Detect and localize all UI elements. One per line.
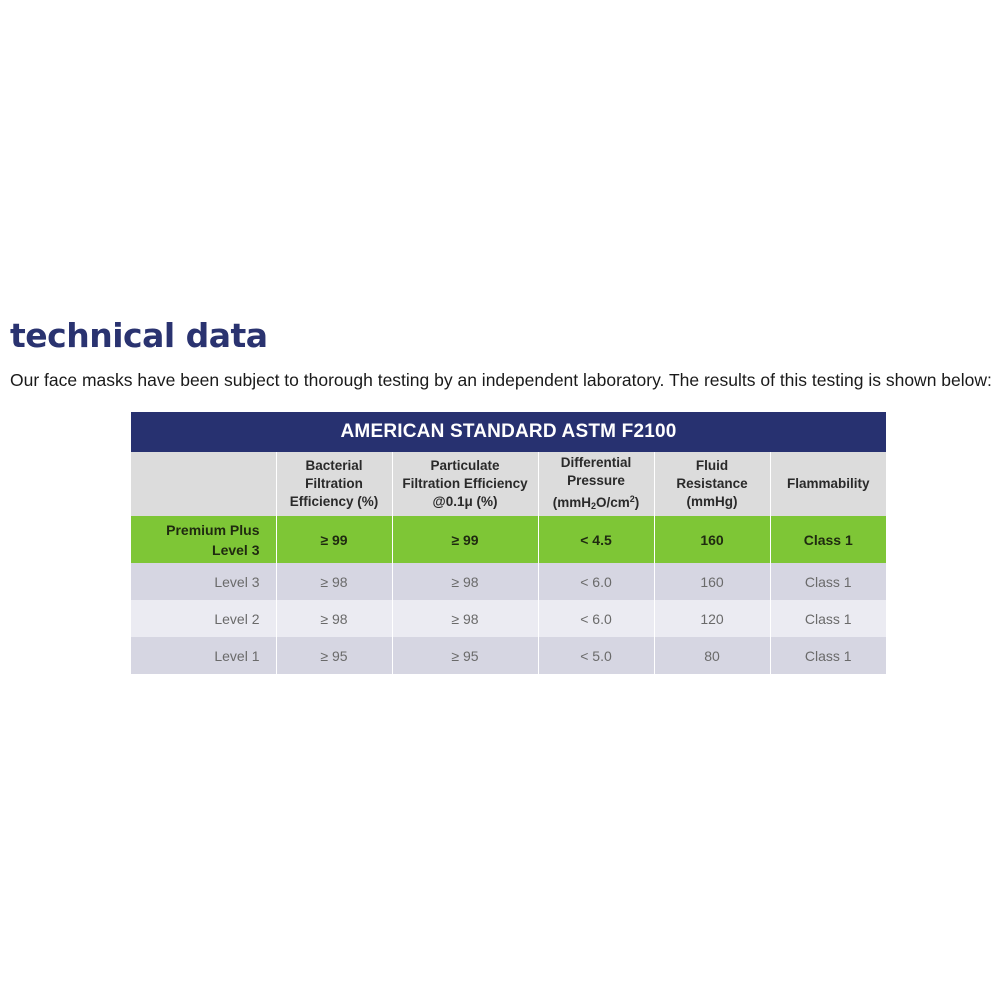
header-line: Particulate	[430, 458, 500, 473]
row-label-line: Premium Plus	[166, 521, 260, 538]
row-label	[131, 516, 276, 563]
header-line: Differential	[560, 454, 632, 470]
column-header-row	[131, 452, 886, 516]
table-cell: Class 1	[770, 600, 886, 637]
row-label: Level 1	[131, 637, 276, 674]
row-label: Level 2	[131, 600, 276, 637]
unit-part: O/cm	[596, 494, 630, 510]
header-line: Flammability	[786, 476, 870, 491]
table-cell: ≥ 98	[392, 600, 538, 637]
header-line: Efficiency (%)	[289, 494, 379, 509]
table-row-level-1	[131, 637, 886, 674]
table-cell: ≥ 99	[276, 516, 392, 563]
page-title: technical data	[10, 316, 268, 355]
table-row-level-2	[131, 600, 886, 637]
header-differential-pressure	[538, 452, 654, 516]
table-cell: ≥ 99	[392, 516, 538, 563]
header-line: Pressure	[567, 472, 625, 488]
header-flammability	[770, 452, 886, 516]
header-line: Fluid	[695, 458, 729, 473]
table-cell: < 5.0	[538, 637, 654, 674]
table-cell: 160	[654, 516, 770, 563]
header-line: Filtration Efficiency	[402, 476, 528, 491]
table-cell: ≥ 98	[276, 563, 392, 600]
header-line: @0.1μ (%)	[432, 494, 498, 509]
table-cell: Class 1	[770, 563, 886, 600]
table-cell: 80	[654, 637, 770, 674]
header-particulate-filtration	[392, 452, 538, 516]
table-cell: Class 1	[770, 637, 886, 674]
header-unit-line	[543, 490, 650, 515]
row-label: Level 3	[131, 563, 276, 600]
astm-f2100-table	[131, 412, 886, 674]
astm-table-container	[131, 412, 886, 674]
intro-text: Our face masks have been subject to thorough testing by an independent laboratory. The results of this testing is shown below:	[10, 370, 992, 390]
table-cell: ≥ 98	[276, 600, 392, 637]
unit-superscript: 2	[629, 493, 635, 504]
header-line: Resistance	[676, 476, 748, 491]
table-cell: Class 1	[770, 516, 886, 563]
header-bacterial-filtration	[276, 452, 392, 516]
table-cell: ≥ 95	[276, 637, 392, 674]
table-cell: ≥ 98	[392, 563, 538, 600]
table-cell: 160	[654, 563, 770, 600]
table-cell: < 6.0	[538, 600, 654, 637]
table-cell: ≥ 95	[392, 637, 538, 674]
header-line: Filtration	[305, 476, 363, 491]
header-empty-cell	[131, 452, 276, 516]
unit-subscript: 2	[590, 500, 596, 511]
header-line: Bacterial	[305, 458, 363, 473]
row-label-line: Level 3	[212, 541, 260, 558]
header-line: (mmHg)	[686, 494, 738, 509]
unit-part: (mmH	[552, 494, 591, 510]
table-cell: < 4.5	[538, 516, 654, 563]
unit-part: )	[634, 494, 640, 510]
table-row-level-3	[131, 563, 886, 600]
table-title: AMERICAN STANDARD ASTM F2100	[131, 412, 886, 452]
header-fluid-resistance	[654, 452, 770, 516]
table-cell: 120	[654, 600, 770, 637]
table-row-premium-plus	[131, 516, 886, 563]
table-cell: < 6.0	[538, 563, 654, 600]
